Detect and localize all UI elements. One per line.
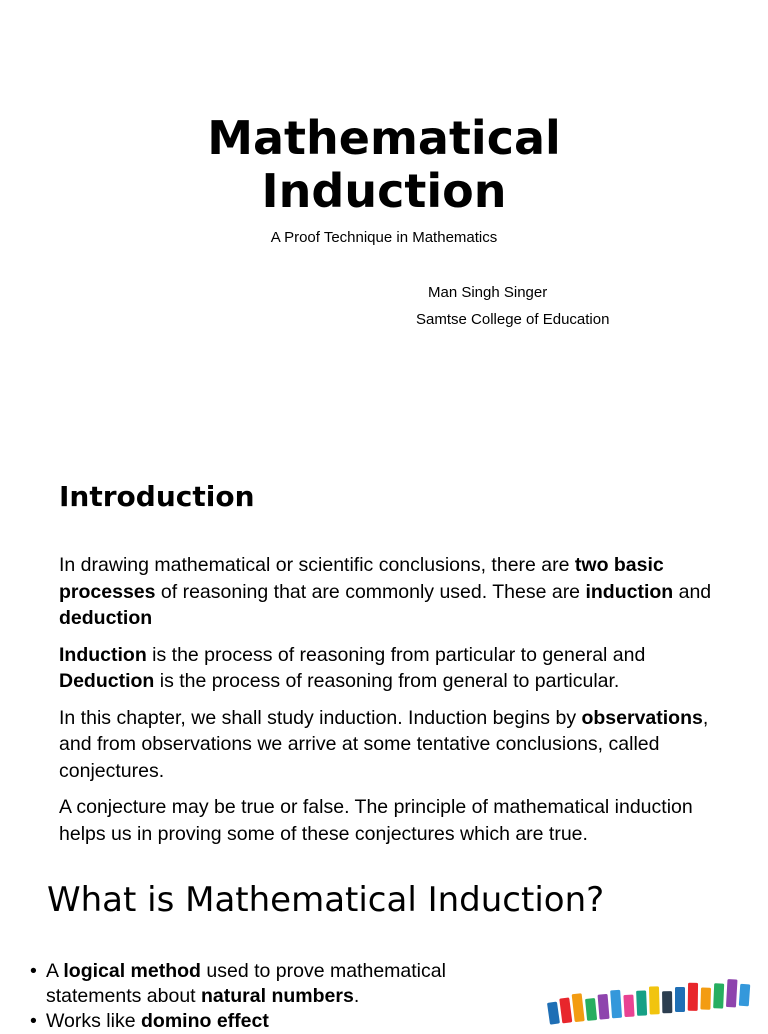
domino-tile (739, 984, 751, 1007)
text: is the process of reasoning from general to particular. (154, 670, 620, 692)
bullet-item-1 (30, 959, 500, 1009)
bold-text: induction (585, 580, 674, 603)
text: is the process of reasoning from particular to general and (146, 643, 646, 666)
intro-paragraph-3 (59, 705, 719, 785)
intro-paragraph-1 (59, 552, 719, 632)
text: of reasoning that are commonly used. These are (155, 580, 586, 603)
title-line-2: Induction (261, 164, 507, 218)
text: A (46, 960, 64, 982)
domino-tile (623, 995, 634, 1018)
bullet-icon: • (30, 960, 37, 982)
what-is-heading: What is Mathematical Induction? (47, 880, 605, 920)
bullet-list (30, 959, 500, 1034)
domino-tile (688, 983, 698, 1011)
bullet-item-2 (30, 1009, 500, 1034)
intro-paragraph-2 (59, 642, 719, 695)
introduction-heading: Introduction (59, 480, 255, 513)
bold-text: domino effect (141, 1010, 269, 1032)
bullet-icon: • (30, 1010, 37, 1032)
author-name: Man Singh Singer (428, 284, 548, 301)
domino-tile (585, 998, 597, 1021)
bold-text: Induction (59, 643, 147, 666)
domino-tile (572, 993, 585, 1022)
domino-tile (662, 991, 672, 1013)
bold-text: observations (581, 706, 703, 729)
domino-tile (649, 986, 660, 1014)
bold-text: Deduction (59, 670, 155, 692)
text: Works like (46, 1010, 141, 1032)
bold-text: two basic processes (59, 554, 664, 603)
intro-paragraph-4 (59, 794, 719, 847)
bold-text: deduction (59, 607, 153, 629)
slide-subtitle: A Proof Technique in Mathematics (270, 229, 498, 246)
domino-tile (700, 987, 711, 1009)
domino-tile (675, 987, 685, 1012)
domino-tile (598, 994, 610, 1020)
bold-text: logical method (63, 960, 201, 982)
introduction-body (59, 552, 719, 857)
text: used to prove mathematical statements about (46, 960, 446, 1007)
domino-tile (559, 997, 572, 1023)
domino-tile (636, 990, 647, 1015)
bold-text: natural numbers (201, 985, 354, 1007)
text: A conjecture may be true or false. The principle of mathematical induction helps us in proving some of these conjectures which are true. (59, 796, 693, 845)
domino-tile (726, 979, 738, 1008)
domino-tile (610, 990, 622, 1019)
dominoes-image (540, 978, 760, 1028)
domino-tile (547, 1002, 560, 1025)
text: In drawing mathematical or scientific conclusions, there are (59, 554, 575, 576)
text: . (353, 985, 360, 1007)
text: In this chapter, we shall study induction. Induction begins by (59, 706, 582, 729)
text: , and from observations we arrive at some tentative conclusions, called conjectures. (59, 706, 709, 782)
author-institution: Samtse College of Education (416, 311, 610, 328)
slide-title (0, 112, 768, 218)
domino-tile (713, 983, 724, 1008)
title-line-1: Mathematical (207, 111, 561, 165)
text: and (673, 580, 712, 603)
